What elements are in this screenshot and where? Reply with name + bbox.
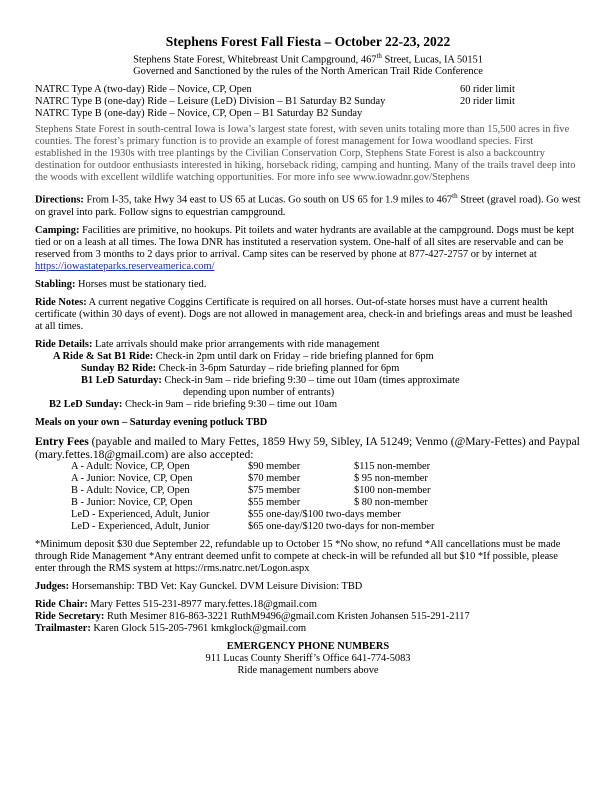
- entry-fees-text: (payable and mailed to Mary Fettes, 1859 Hwy 59, Sibley, IA 51249; Venmo (@Mary-Fettes) and Paypal (mary.fettes.18@gmail.com) are also accepted:: [35, 434, 580, 461]
- fee-member: $90 member: [248, 460, 301, 472]
- directions-text: From I-35, take Hwy 34 east to US 65 at Lucas. Go south on US 65 for 1.9 miles to 467: [83, 194, 453, 206]
- ride-detail-item: [35, 363, 581, 375]
- fee-member: $65 one-day/$120 two-days for non-member: [248, 520, 435, 532]
- fee-division: A - Junior: Novice, CP, Open: [71, 472, 193, 484]
- ride-detail-item: [35, 375, 581, 387]
- ride-detail-text: Check-in 3-6pm Saturday – ride briefing planned for 6pm: [156, 362, 400, 374]
- contact-label: Trailmaster:: [35, 622, 91, 634]
- flyer-page: [35, 34, 581, 677]
- ride-type-row: [35, 96, 581, 108]
- fee-non-member: $ 95 non-member: [354, 472, 428, 484]
- ride-detail-label: B1 LeD Saturday:: [81, 374, 162, 386]
- entry-fee-notes: *Minimum deposit $30 due September 22, refundable up to October 15 *No show, no refund *All cancellations must be made through Ride Management *Any entrant deemed unfit to compete at check-in will be refunded all but $10 *If possible, please enter through the RMS system at https://rms.natrc.net/Logon.aspx: [35, 538, 561, 574]
- location-text: Stephens State Forest, Whitebreast Unit Campground, 467: [133, 54, 377, 66]
- fee-member: $75 member: [248, 484, 301, 496]
- ride-detail-item: [35, 387, 581, 399]
- ride-detail-text: Check-in 9am – ride briefing 9:30 – time out 10am (times approximate: [161, 374, 460, 386]
- ride-type-text: NATRC Type A (two-day) Ride – Novice, CP, Open: [35, 84, 252, 96]
- emergency-line: Ride management numbers above: [237, 664, 379, 676]
- ride-notes-text: A current negative Coggins Certificate is required on all horses. Out-of-state horses must have a current health certificate (within 30 days of event). Dogs are not allowed in management area, check-in and briefings areas and must be leashed at all times.: [35, 296, 573, 332]
- ride-notes-section: [35, 297, 581, 333]
- fee-table: [35, 461, 581, 533]
- contact-line: [35, 623, 581, 635]
- fee-row: [35, 461, 581, 473]
- reservation-link[interactable]: https://iowastateparks.reserveamerica.com/: [35, 260, 215, 272]
- camping-text: Facilities are primitive, no hookups. Pit toilets and water hydrants are available at the campground. Dogs must be kept tied or on a leash at all times. The Iowa DNR has instituted a reservation system. One-half of all sites are reservable and can be reserved from 3 months to 2 days prior to arrival. Camp sites can be reserved by phone at 877-427-2757 or by internet at: [35, 224, 575, 260]
- ride-type-text: NATRC Type B (one-day) Ride – Leisure (LeD) Division – B1 Saturday B2 Sunday: [35, 96, 386, 108]
- stabling-label: Stabling:: [35, 278, 76, 290]
- fee-division: LeD - Experienced, Adult, Junior: [71, 508, 210, 520]
- fee-division: B - Junior: Novice, CP, Open: [71, 496, 193, 508]
- contact-text: Karen Glock 515-205-7961 kmkglock@gmail.com: [90, 622, 307, 634]
- ride-details-label: Ride Details:: [35, 338, 93, 350]
- ride-detail-text: Check-in 2pm until dark on Friday – ride briefing planned for 6pm: [153, 350, 434, 362]
- fee-row: [35, 497, 581, 509]
- judges-text: Horsemanship: TBD Vet: Kay Gunckel. DVM Leisure Division: TBD: [69, 580, 363, 592]
- ride-types: [35, 84, 581, 120]
- contacts-section: [35, 599, 581, 635]
- contact-text: Ruth Mesimer 816-863-3221 RuthM9496@gmail.com Kristen Johansen 515-291-2117: [104, 610, 470, 622]
- directions-sup: th: [452, 192, 458, 201]
- rider-limit: 20 rider limit: [460, 96, 515, 108]
- contact-line: [35, 599, 581, 611]
- ride-type-row: [35, 84, 581, 96]
- fee-row: [35, 473, 581, 485]
- page-title: Stephens Forest Fall Fiesta – October 22-23, 2022: [165, 34, 451, 49]
- judges-label: Judges:: [35, 580, 70, 592]
- fee-non-member: $ 80 non-member: [354, 496, 428, 508]
- ride-detail-label: A Ride & Sat B1 Ride:: [53, 350, 154, 362]
- directions-section: [35, 190, 581, 218]
- ride-detail-item: [35, 351, 581, 363]
- camping-label: Camping:: [35, 224, 80, 236]
- governed-line: Governed and Sanctioned by the rules of the North American Trail Ride Conference: [133, 66, 483, 78]
- fee-row: [35, 485, 581, 497]
- fee-member: $55 member: [248, 496, 301, 508]
- fee-row: [35, 521, 581, 533]
- entry-fees-intro: [35, 435, 581, 461]
- location-sup: th: [376, 52, 382, 60]
- location-line: [35, 50, 581, 66]
- ride-detail-text: depending upon number of entrants): [183, 386, 335, 398]
- camping-section: [35, 225, 581, 273]
- ride-type-row: [35, 108, 581, 120]
- ride-type-text: NATRC Type B (one-day) Ride – Novice, CP, Open – B1 Saturday B2 Sunday: [35, 108, 363, 120]
- contact-label: Ride Chair:: [35, 598, 88, 610]
- contact-line: [35, 611, 581, 623]
- fee-non-member: $115 non-member: [354, 460, 431, 472]
- ride-details-section: [35, 339, 581, 411]
- ride-detail-label: B2 LeD Sunday:: [49, 398, 123, 410]
- fee-non-member: $100 non-member: [354, 484, 431, 496]
- emergency-title: EMERGENCY PHONE NUMBERS: [226, 640, 390, 652]
- ride-detail-label: Sunday B2 Ride:: [81, 362, 157, 374]
- fee-division: LeD - Experienced, Adult, Junior: [71, 520, 210, 532]
- location-text-end: Street, Lucas, IA 50151: [381, 54, 483, 66]
- ride-notes-label: Ride Notes:: [35, 296, 87, 308]
- ride-detail-text: Check-in 9am – ride briefing 9:30 – time out 10am: [122, 398, 338, 410]
- fee-division: B - Adult: Novice, CP, Open: [71, 484, 190, 496]
- ride-detail-item: [35, 399, 581, 411]
- contact-label: Ride Secretary:: [35, 610, 105, 622]
- entry-fees-label: Entry Fees: [35, 434, 89, 448]
- meals-line: Meals on your own – Saturday evening potluck TBD: [35, 416, 268, 428]
- ride-details-text: Late arrivals should make prior arrangements with ride management: [92, 338, 380, 350]
- judges-line: [35, 581, 581, 593]
- emergency-line: 911 Lucas County Sheriff’s Office 641-774-5083: [205, 652, 411, 664]
- contact-text: Mary Fettes 515-231-8977 mary.fettes.18@gmail.com: [87, 598, 317, 610]
- fee-division: A - Adult: Novice, CP, Open: [71, 460, 190, 472]
- entry-fees-section: [35, 435, 581, 461]
- fee-row: [35, 509, 581, 521]
- ride-details-intro: [35, 339, 581, 351]
- stabling-section: [35, 279, 581, 291]
- fee-member: $70 member: [248, 472, 301, 484]
- stabling-text: Horses must be stationary tied.: [75, 278, 207, 290]
- fee-member: $55 one-day/$100 two-days member: [248, 508, 401, 520]
- intro-paragraph: Stephens State Forest in south-central Iowa is Iowa’s largest state forest, with seven units totaling more than 15,500 acres in five counties. The forest’s primary function is to provide an example of forest management for Iowa woodland species. First established in the 1930s with tree plantings by the Civilian Conservation Corp, Stephens State Forest is also a backcountry destination for outdoor enthusiasts interested in hiking, horseback riding, camping and hunting. Many of the trails travel deep into the woods with excellent wildlife watching opportunities. For more info see www.iowadnr.gov/Stephens: [35, 124, 576, 184]
- rider-limit: 60 rider limit: [460, 84, 515, 96]
- directions-text-end: Street (gravel road). Go west on gravel into park. Follow signs to equestrian campground.: [35, 194, 581, 218]
- emergency-section: [35, 641, 581, 677]
- directions-label: Directions:: [35, 194, 84, 206]
